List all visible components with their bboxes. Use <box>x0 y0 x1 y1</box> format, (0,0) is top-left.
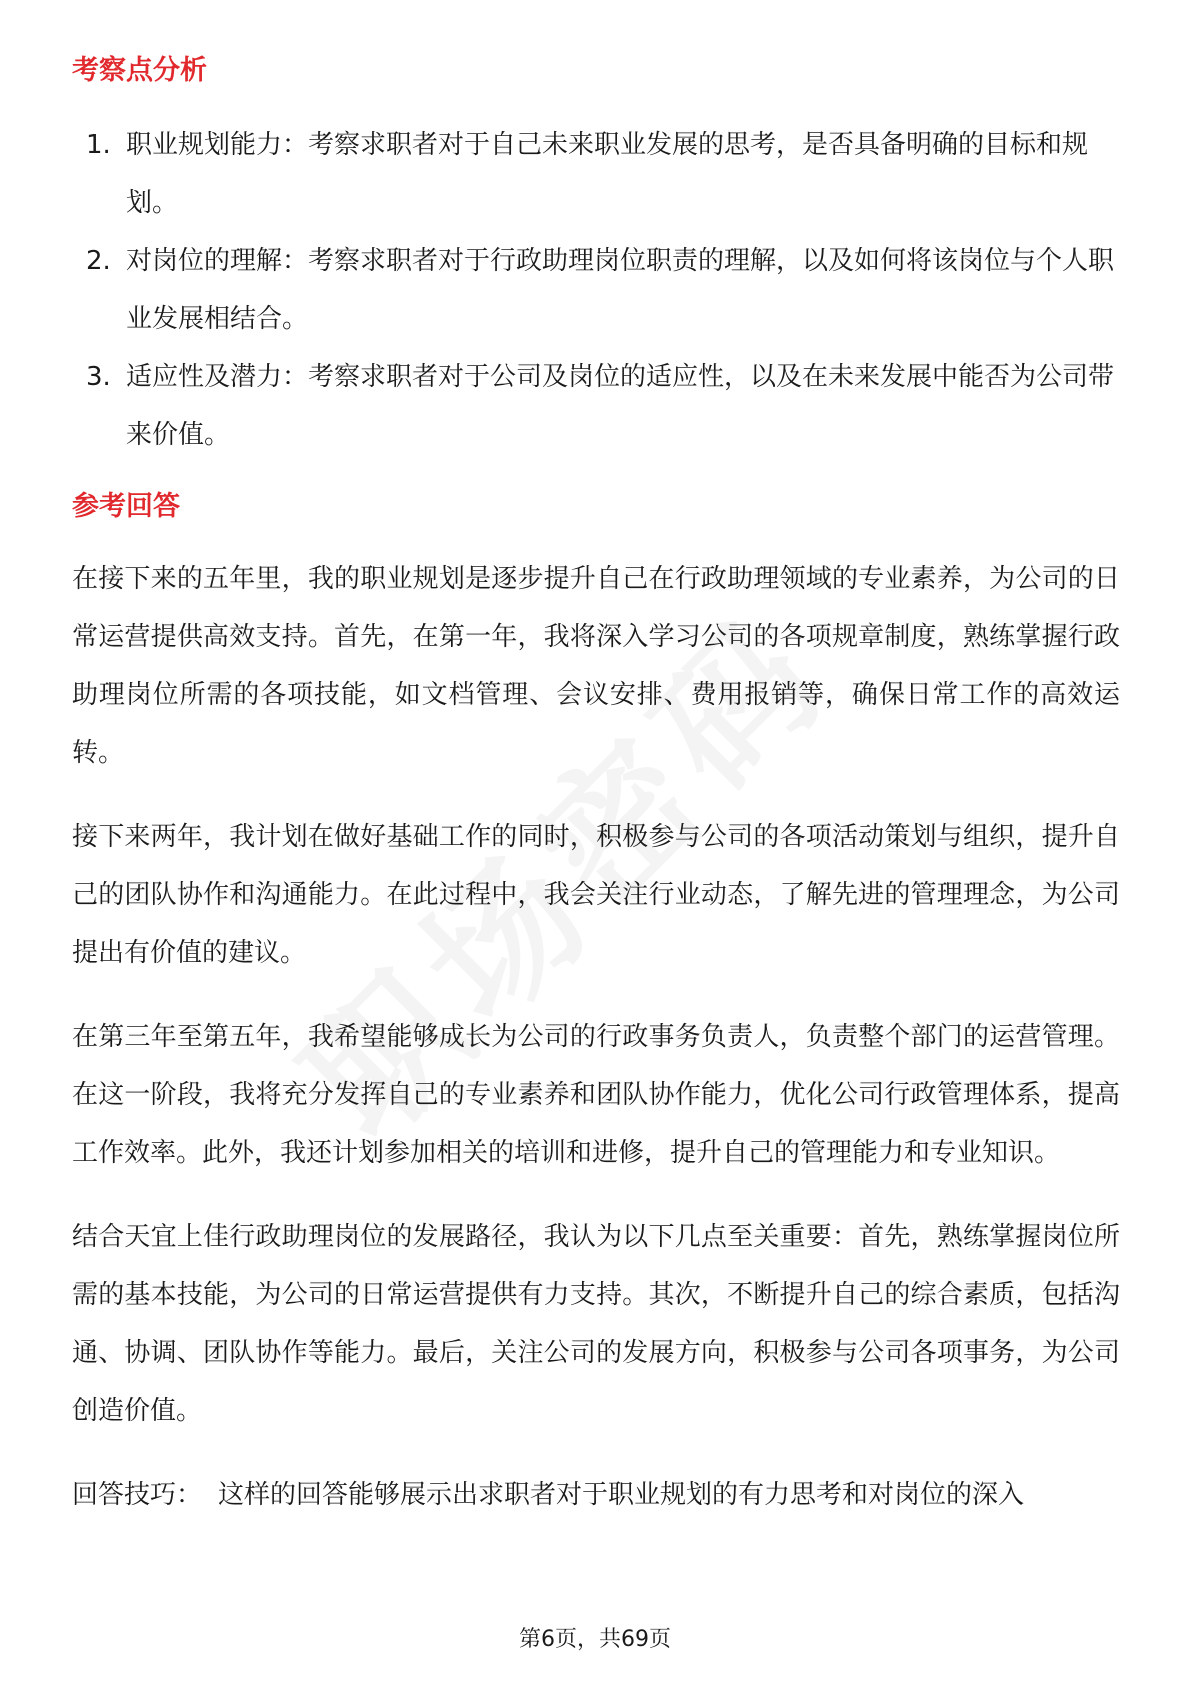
section-title-analysis: 考察点分析 <box>72 55 207 86</box>
list-number: 2. <box>86 246 111 276</box>
page-number: 第6页，共69页 <box>519 1627 671 1652</box>
list-text: 对岗位的理解：考察求职者对于行政助理岗位职责的理解，以及如何将该岗位与个人职业发展相结合。 <box>126 246 1115 334</box>
answer-paragraph: 接下来两年，我计划在做好基础工作的同时，积极参与公司的各项活动策划与组织，提升自己的团队协作和沟通能力。在此过程中，我会关注行业动态，了解先进的管理理念，为公司提出有价值的建议。 <box>72 822 1120 968</box>
content <box>72 42 1120 1550</box>
list-item <box>72 348 1120 464</box>
section-title-answer: 参考回答 <box>72 491 180 522</box>
answer-paragraph: 在接下来的五年里，我的职业规划是逐步提升自己在行政助理领域的专业素养，为公司的日常运营提供高效支持。首先，在第一年，我将深入学习公司的各项规章制度，熟练掌握行政助理岗位所需的各项技能，如文档管理、会议安排、费用报销等，确保日常工作的高效运转。 <box>72 564 1120 768</box>
list-number: 1. <box>86 130 111 160</box>
answer-paragraph: 结合天宜上佳行政助理岗位的发展路径，我认为以下几点至关重要：首先，熟练掌握岗位所需的基本技能，为公司的日常运营提供有力支持。其次，不断提升自己的综合素质，包括沟通、协调、团队协作等能力。最后，关注公司的发展方向，积极参与公司各项事务，为公司创造价值。 <box>72 1222 1120 1426</box>
tips-label: 回答技巧： <box>72 1480 203 1510</box>
analysis-list <box>72 116 1120 464</box>
list-text: 适应性及潜力：考察求职者对于公司及岗位的适应性，以及在未来发展中能否为公司带来价值。 <box>126 362 1115 450</box>
answer-paragraph: 在第三年至第五年，我希望能够成长为公司的行政事务负责人，负责整个部门的运营管理。在这一阶段，我将充分发挥自己的专业素养和团队协作能力，优化公司行政管理体系，提高工作效率。此外，我还计划参加相关的培训和进修，提升自己的管理能力和专业知识。 <box>72 1022 1120 1168</box>
list-item <box>72 232 1120 348</box>
tips-paragraph <box>72 1466 1120 1524</box>
list-text: 职业规划能力：考察求职者对于自己未来职业发展的思考，是否具备明确的目标和规划。 <box>126 130 1089 218</box>
list-item <box>72 116 1120 232</box>
tips-text: 这样的回答能够展示出求职者对于职业规划的有力思考和对岗位的深入 <box>218 1480 1025 1510</box>
list-number: 3. <box>86 362 111 392</box>
